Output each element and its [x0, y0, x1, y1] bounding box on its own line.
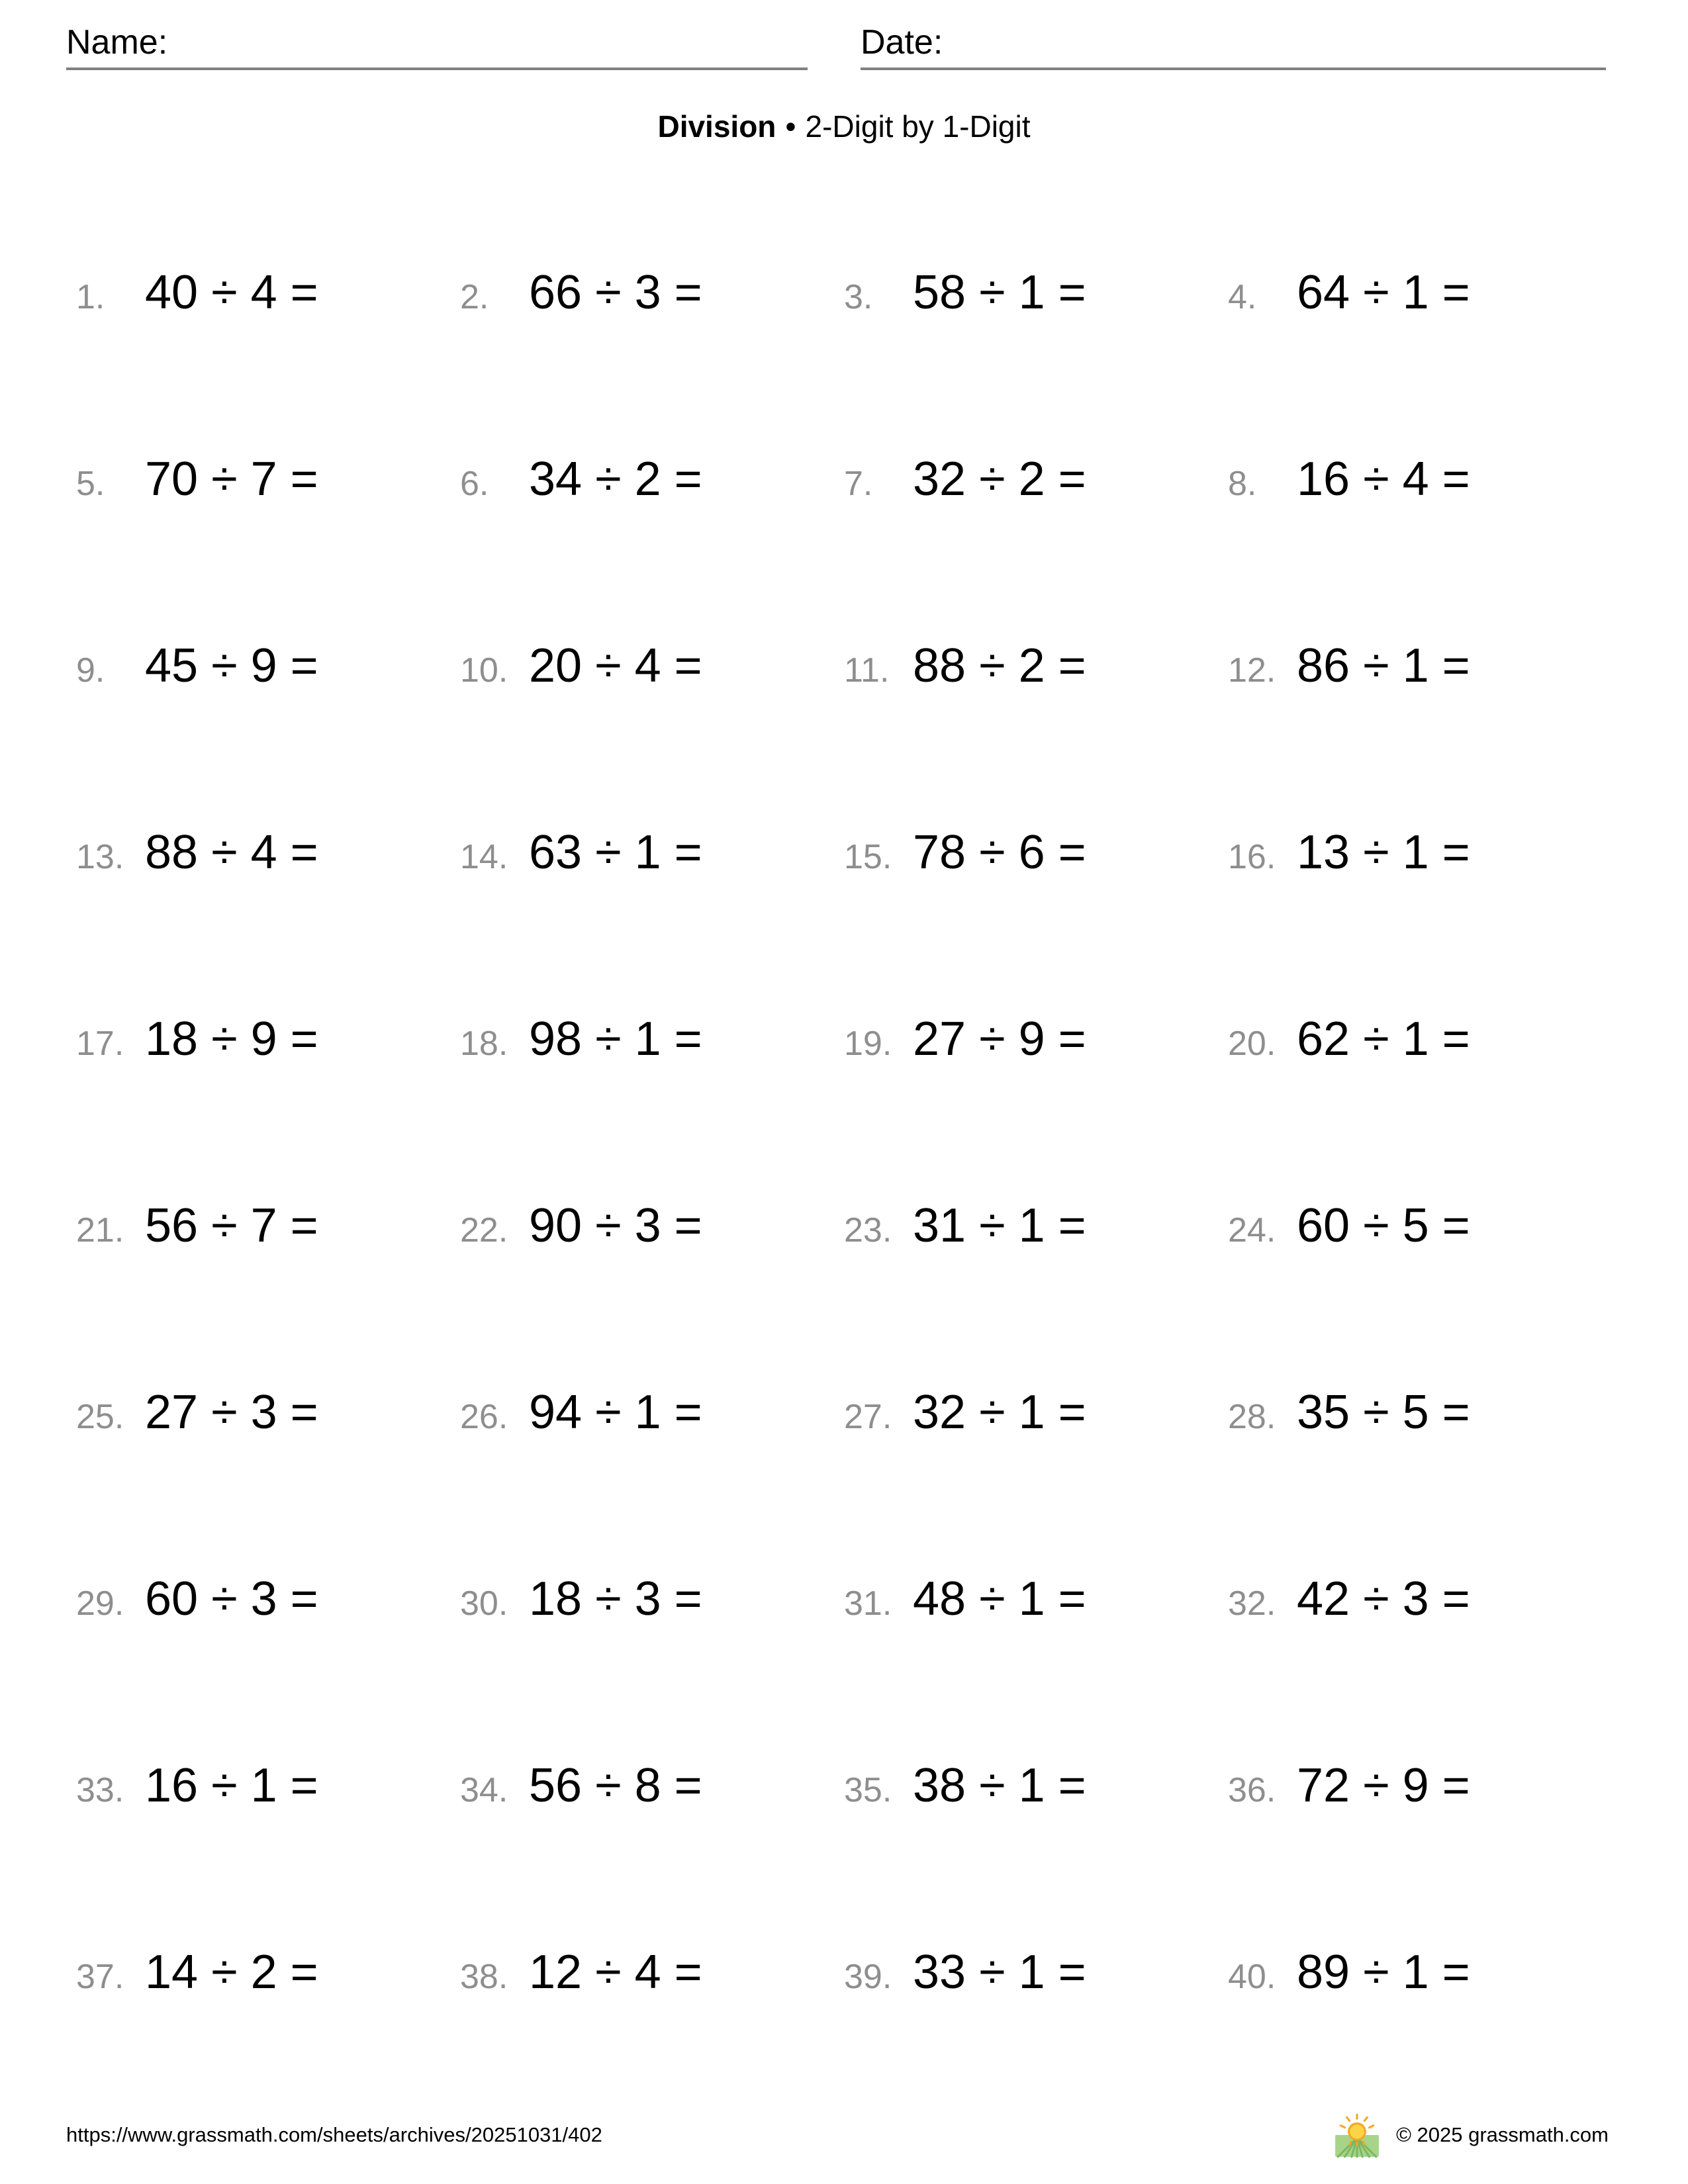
problem-expression: 16 ÷ 4 =: [1297, 453, 1470, 506]
problem-number: 21.: [76, 1211, 124, 1250]
problem-item: [844, 1129, 1228, 1316]
problem-number: 19.: [844, 1024, 892, 1063]
problem-number: 10.: [460, 651, 508, 690]
problem-number: 34.: [460, 1771, 508, 1809]
problem-number: 25.: [76, 1398, 124, 1436]
problem-number: 15.: [844, 838, 892, 876]
problem-number: 14.: [460, 838, 508, 876]
problem-item: [460, 1876, 844, 2062]
problem-item: [844, 1316, 1228, 1502]
problem-expression: 33 ÷ 1 =: [913, 1946, 1086, 1999]
problem-expression: 88 ÷ 2 =: [913, 639, 1086, 692]
problem-expression: 94 ÷ 1 =: [529, 1386, 702, 1439]
problem-item: [460, 756, 844, 942]
problems-grid: [76, 196, 1612, 2062]
problem-expression: 45 ÷ 9 =: [145, 639, 318, 692]
problem-item: [76, 1876, 460, 2062]
problem-item: [76, 756, 460, 942]
problem-expression: 56 ÷ 7 =: [145, 1199, 318, 1252]
problem-number: 23.: [844, 1211, 892, 1250]
problem-number: 37.: [76, 1958, 124, 1996]
problem-number: 26.: [460, 1398, 508, 1436]
problem-number: 16.: [1228, 838, 1276, 876]
problem-number: 29.: [76, 1584, 124, 1623]
problem-expression: 32 ÷ 1 =: [913, 1386, 1086, 1439]
problem-item: [460, 1502, 844, 1689]
problem-item: [1228, 1129, 1612, 1316]
problem-number: 30.: [460, 1584, 508, 1623]
problem-item: [844, 196, 1228, 383]
problem-number: 18.: [460, 1024, 508, 1063]
problem-item: [76, 1502, 460, 1689]
problem-expression: 70 ÷ 7 =: [145, 453, 318, 506]
problem-expression: 88 ÷ 4 =: [145, 826, 318, 879]
worksheet-title: [0, 110, 1688, 144]
problem-item: [844, 1689, 1228, 1876]
problem-expression: 60 ÷ 5 =: [1297, 1199, 1470, 1252]
problem-item: [844, 756, 1228, 942]
problem-item: [1228, 1316, 1612, 1502]
problem-item: [1228, 942, 1612, 1129]
problem-item: [844, 383, 1228, 569]
problem-number: 20.: [1228, 1024, 1276, 1063]
name-label: Name:: [66, 23, 168, 62]
footer: [66, 2109, 1609, 2161]
problem-item: [460, 1689, 844, 1876]
problem-number: 27.: [844, 1398, 892, 1436]
problem-expression: 62 ÷ 1 =: [1297, 1013, 1470, 1066]
name-field: [66, 25, 808, 70]
title-subtitle: 2-Digit by 1-Digit: [805, 109, 1031, 144]
problem-number: 22.: [460, 1211, 508, 1250]
date-field: [861, 25, 1606, 70]
problem-number: 24.: [1228, 1211, 1276, 1250]
title-main: Division: [657, 109, 776, 144]
problem-number: 40.: [1228, 1958, 1276, 1996]
problem-expression: 40 ÷ 4 =: [145, 266, 318, 319]
problem-expression: 18 ÷ 9 =: [145, 1013, 318, 1066]
problem-expression: 14 ÷ 2 =: [145, 1946, 318, 1999]
problem-item: [1228, 1502, 1612, 1689]
problem-expression: 34 ÷ 2 =: [529, 453, 702, 506]
problem-number: 2.: [460, 278, 489, 316]
problem-number: 35.: [844, 1771, 892, 1809]
problem-item: [1228, 1689, 1612, 1876]
problem-number: 5.: [76, 465, 105, 503]
problem-number: 31.: [844, 1584, 892, 1623]
problem-expression: 98 ÷ 1 =: [529, 1013, 702, 1066]
problem-number: 1.: [76, 278, 105, 316]
problem-expression: 78 ÷ 6 =: [913, 826, 1086, 879]
problem-item: [844, 569, 1228, 756]
footer-brand: [1333, 2111, 1609, 2160]
problem-number: 33.: [76, 1771, 124, 1809]
problem-item: [460, 1129, 844, 1316]
problem-expression: 18 ÷ 3 =: [529, 1572, 702, 1625]
problem-item: [1228, 196, 1612, 383]
problem-number: 6.: [460, 465, 489, 503]
problem-number: 39.: [844, 1958, 892, 1996]
problem-item: [460, 942, 844, 1129]
footer-copyright: © 2025 grassmath.com: [1396, 2123, 1609, 2146]
problem-expression: 42 ÷ 3 =: [1297, 1572, 1470, 1625]
problem-expression: 66 ÷ 3 =: [529, 266, 702, 319]
problem-item: [76, 942, 460, 1129]
problem-expression: 63 ÷ 1 =: [529, 826, 702, 879]
problem-item: [844, 1876, 1228, 2062]
problem-number: 38.: [460, 1958, 508, 1996]
problem-item: [460, 196, 844, 383]
problem-item: [76, 1689, 460, 1876]
problem-item: [460, 1316, 844, 1502]
problem-expression: 86 ÷ 1 =: [1297, 639, 1470, 692]
problem-expression: 27 ÷ 9 =: [913, 1013, 1086, 1066]
problem-expression: 31 ÷ 1 =: [913, 1199, 1086, 1252]
problem-item: [76, 569, 460, 756]
problem-item: [76, 1316, 460, 1502]
problem-item: [76, 383, 460, 569]
problem-item: [76, 196, 460, 383]
problem-item: [1228, 383, 1612, 569]
problem-item: [1228, 1876, 1612, 2062]
problem-number: 17.: [76, 1024, 124, 1063]
problem-number: 36.: [1228, 1771, 1276, 1809]
problem-number: 32.: [1228, 1584, 1276, 1623]
problem-expression: 60 ÷ 3 =: [145, 1572, 318, 1625]
problem-expression: 38 ÷ 1 =: [913, 1759, 1086, 1812]
footer-url: https://www.grassmath.com/sheets/archives/20251031/402: [66, 2123, 602, 2146]
problem-item: [844, 1502, 1228, 1689]
problem-number: 3.: [844, 278, 873, 316]
problem-item: [1228, 569, 1612, 756]
problem-number: 9.: [76, 651, 105, 690]
problem-expression: 89 ÷ 1 =: [1297, 1946, 1470, 1999]
problem-expression: 72 ÷ 9 =: [1297, 1759, 1470, 1812]
problem-expression: 48 ÷ 1 =: [913, 1572, 1086, 1625]
problem-number: 11.: [844, 651, 890, 690]
problem-item: [844, 942, 1228, 1129]
problem-expression: 16 ÷ 1 =: [145, 1759, 318, 1812]
title-separator: •: [785, 109, 796, 144]
problem-expression: 13 ÷ 1 =: [1297, 826, 1470, 879]
problem-item: [460, 569, 844, 756]
problem-expression: 12 ÷ 4 =: [529, 1946, 702, 1999]
problem-number: 8.: [1228, 465, 1257, 503]
problem-expression: 27 ÷ 3 =: [145, 1386, 318, 1439]
date-label: Date:: [861, 23, 943, 62]
problem-number: 12.: [1228, 651, 1276, 690]
problem-expression: 58 ÷ 1 =: [913, 266, 1086, 319]
problem-number: 4.: [1228, 278, 1257, 316]
problem-number: 7.: [844, 465, 873, 503]
problem-number: 28.: [1228, 1398, 1276, 1436]
problem-expression: 20 ÷ 4 =: [529, 639, 702, 692]
problem-number: 13.: [76, 838, 124, 876]
problem-expression: 90 ÷ 3 =: [529, 1199, 702, 1252]
problem-item: [460, 383, 844, 569]
problem-item: [76, 1129, 460, 1316]
problem-expression: 56 ÷ 8 =: [529, 1759, 702, 1812]
problem-expression: 32 ÷ 2 =: [913, 453, 1086, 506]
problem-expression: 64 ÷ 1 =: [1297, 266, 1470, 319]
sunrise-field-icon: [1333, 2111, 1382, 2160]
problem-item: [1228, 756, 1612, 942]
problem-expression: 35 ÷ 5 =: [1297, 1386, 1470, 1439]
